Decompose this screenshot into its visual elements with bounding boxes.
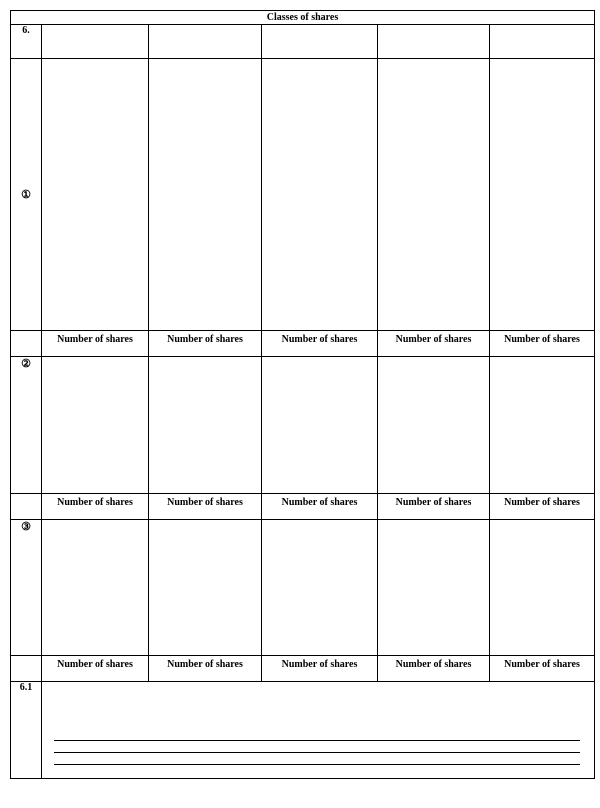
section3-cell-4[interactable] xyxy=(378,520,490,656)
number-of-shares-label: Number of shares xyxy=(490,656,595,682)
blank-cell xyxy=(11,494,42,520)
number-of-shares-label: Number of shares xyxy=(262,331,378,357)
section2-cell-1[interactable] xyxy=(42,357,149,494)
section1-cell-2[interactable] xyxy=(149,59,262,331)
row-3 xyxy=(11,520,595,656)
row-3-number-of-shares xyxy=(11,656,595,682)
section1-cell-5[interactable] xyxy=(490,59,595,331)
number-of-shares-label: Number of shares xyxy=(378,656,490,682)
row-2-number-of-shares xyxy=(11,494,595,520)
writing-line xyxy=(54,740,580,741)
row-6-1 xyxy=(11,682,595,779)
section2-cell-3[interactable] xyxy=(262,357,378,494)
number-of-shares-label: Number of shares xyxy=(262,494,378,520)
number-of-shares-label: Number of shares xyxy=(42,494,149,520)
row-2 xyxy=(11,357,595,494)
table-title: Classes of shares xyxy=(11,11,595,25)
number-of-shares-label: Number of shares xyxy=(149,656,262,682)
class-name-cell-3[interactable] xyxy=(262,25,378,59)
number-of-shares-label: Number of shares xyxy=(378,494,490,520)
writing-line xyxy=(54,752,580,753)
number-of-shares-label: Number of shares xyxy=(378,331,490,357)
section1-cell-4[interactable] xyxy=(378,59,490,331)
section1-cell-3[interactable] xyxy=(262,59,378,331)
classes-of-shares-form xyxy=(10,10,594,801)
class-name-cell-2[interactable] xyxy=(149,25,262,59)
number-of-shares-label: Number of shares xyxy=(42,656,149,682)
row-1 xyxy=(11,59,595,331)
class-name-cell-1[interactable] xyxy=(42,25,149,59)
section3-cell-5[interactable] xyxy=(490,520,595,656)
number-of-shares-label: Number of shares xyxy=(490,331,595,357)
blank-cell xyxy=(11,331,42,357)
section-label-6: 6. xyxy=(11,25,42,59)
row-1-number-of-shares xyxy=(11,331,595,357)
section3-cell-2[interactable] xyxy=(149,520,262,656)
section3-cell-3[interactable] xyxy=(262,520,378,656)
number-of-shares-label: Number of shares xyxy=(42,331,149,357)
writing-lines xyxy=(42,682,594,778)
blank-cell xyxy=(11,656,42,682)
section-label-1: ① xyxy=(11,59,42,331)
section2-cell-5[interactable] xyxy=(490,357,595,494)
number-of-shares-label: Number of shares xyxy=(490,494,595,520)
number-of-shares-label: Number of shares xyxy=(149,331,262,357)
section1-cell-1[interactable] xyxy=(42,59,149,331)
section2-cell-4[interactable] xyxy=(378,357,490,494)
section-label-2: ② xyxy=(11,357,42,494)
section-label-3: ③ xyxy=(11,520,42,656)
section3-cell-1[interactable] xyxy=(42,520,149,656)
class-name-cell-4[interactable] xyxy=(378,25,490,59)
section-6-1-entry[interactable] xyxy=(42,682,595,779)
section-label-6-1: 6.1 xyxy=(11,682,42,779)
class-name-cell-5[interactable] xyxy=(490,25,595,59)
number-of-shares-label: Number of shares xyxy=(262,656,378,682)
section2-cell-2[interactable] xyxy=(149,357,262,494)
row-6 xyxy=(11,25,595,59)
writing-line xyxy=(54,764,580,765)
shares-table xyxy=(10,10,595,779)
number-of-shares-label: Number of shares xyxy=(149,494,262,520)
